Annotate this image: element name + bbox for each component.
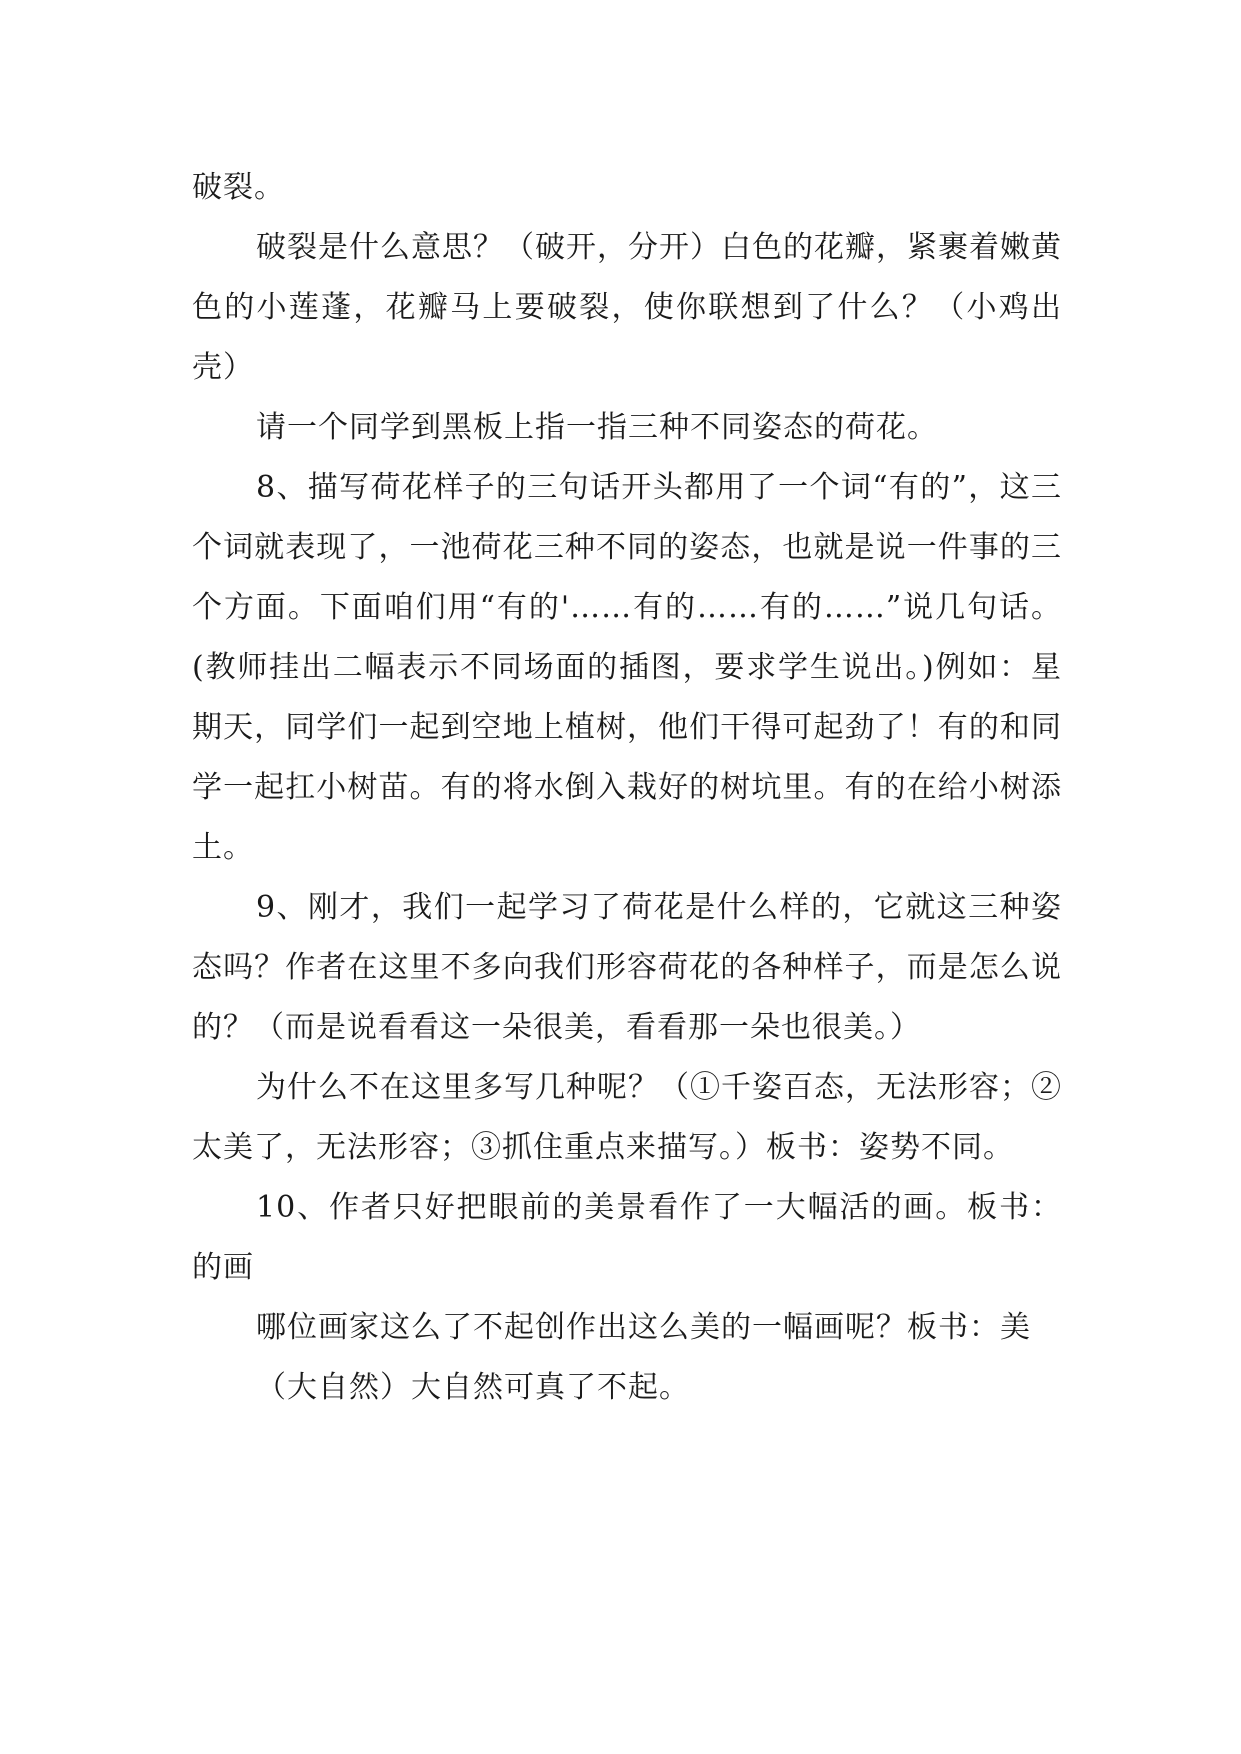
paragraph-8: 哪位画家这么了不起创作出这么美的一幅画呢？板书：美 [256, 1310, 1031, 1345]
paragraph-6: 为什么不在这里多写几种呢？（①千姿百态，无法形容；②太美了，无法形容；③抓住重点来描写。）板书：姿势不同。 [192, 1070, 1062, 1165]
paragraph-2: 破裂是什么意思？（破开，分开）白色的花瓣，紧裹着嫩黄色的小莲蓬，花瓣马上要破裂，使你联想到了什么？（小鸡出壳） [192, 230, 1062, 385]
paragraph-7: 10、作者只好把眼前的美景看作了一大幅活的画。板书：的画 [192, 1190, 1062, 1285]
paragraph-9: （大自然）大自然可真了不起。 [256, 1370, 690, 1405]
paragraph-5: 9、刚才，我们一起学习了荷花是什么样的，它就这三种姿态吗？作者在这里不多向我们形容荷花的各种样子，而是怎么说的？（而是说看看这一朵很美，看看那一朵也很美。） [192, 890, 1062, 1045]
paragraph-1: 破裂。 [192, 170, 285, 205]
paragraph-3: 请一个同学到黑板上指一指三种不同姿态的荷花。 [256, 410, 938, 445]
paragraph-4: 8、描写荷花样子的三句话开头都用了一个词“有的”，这三个词就表现了，一池荷花三种不同的姿态，也就是说一件事的三个方面。下面咱们用“有的'……有的……有的……”说几句话。(教师挂出二幅表示不同场面的插图，要求学生说出。)例如：星期天，同学们一起到空地上植树，他们干得可起劲了！有的和同学一起扛小树苗。有的将水倒入栽好的树坑里。有的在给小树添土。 [192, 470, 1062, 865]
document-body [192, 158, 1062, 1418]
